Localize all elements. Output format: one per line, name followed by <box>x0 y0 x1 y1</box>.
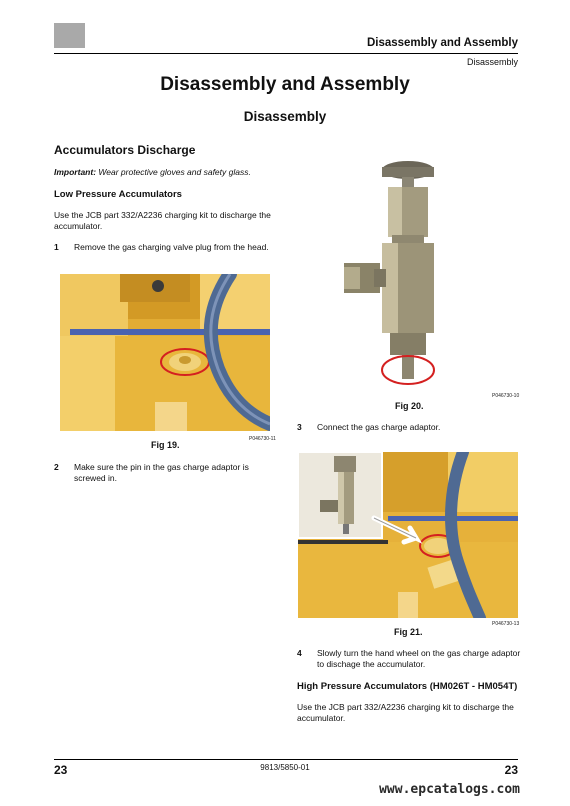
step-2-number: 2 <box>54 462 59 472</box>
header-rule <box>54 53 518 54</box>
fig-20-reference: P046730-10 <box>492 393 520 399</box>
fig-19-photo <box>60 274 270 431</box>
important-note <box>54 167 251 177</box>
header-title: Disassembly and Assembly <box>366 37 518 49</box>
fig-20-caption: Fig 20. <box>395 401 424 411</box>
low-pressure-heading: Low Pressure Accumulators <box>54 189 182 200</box>
fig-19-illustration <box>60 274 270 431</box>
page-title: Disassembly and Assembly <box>160 74 410 95</box>
fig-21-photo <box>298 452 518 618</box>
fig-21-reference: P046730-13 <box>492 621 520 627</box>
step-1-text: Remove the gas charging valve plug from the head. <box>74 242 269 252</box>
watermark-text: www.epcatalogs.com <box>379 782 520 797</box>
step-3-text: Connect the gas charge adaptor. <box>317 422 441 432</box>
step-4-text: Slowly turn the hand wheel on the gas charge adaptor to dischage the accumulator. <box>317 648 521 669</box>
step-2-text: Make sure the pin in the gas charge adaptor is screwed in. <box>74 462 249 483</box>
page-subtitle: Disassembly <box>243 109 327 124</box>
high-pressure-heading: High Pressure Accumulators (HM026T - HM054T) <box>297 681 518 692</box>
important-text: Wear protective gloves and safety glass. <box>96 167 251 177</box>
fig-20-photo <box>338 157 450 389</box>
header-tab-marker <box>54 23 85 48</box>
fig-19-reference: P046730-11 <box>249 436 276 442</box>
low-pressure-paragraph: Use the JCB part 332/A2236 charging kit to discharge the accumulator. <box>54 210 271 231</box>
important-label: Important: <box>54 167 97 177</box>
footer-doc-number: 9813/5850-01 <box>260 763 310 772</box>
fig-21-illustration <box>298 452 518 618</box>
section-heading: Accumulators Discharge <box>54 143 196 157</box>
fig-20-illustration <box>338 157 450 389</box>
step-4-number: 4 <box>297 648 302 658</box>
high-pressure-paragraph: Use the JCB part 332/A2236 charging kit to discharge the accumulator. <box>297 702 514 723</box>
header-subtitle: Disassembly <box>466 57 518 67</box>
footer-page-left: 23 <box>54 763 68 777</box>
fig-19-caption: Fig 19. <box>151 440 180 450</box>
footer-rule <box>54 759 518 760</box>
step-3-number: 3 <box>297 422 302 432</box>
fig-21-caption: Fig 21. <box>394 627 423 637</box>
footer-page-right: 23 <box>504 763 518 777</box>
step-1-number: 1 <box>54 242 59 252</box>
